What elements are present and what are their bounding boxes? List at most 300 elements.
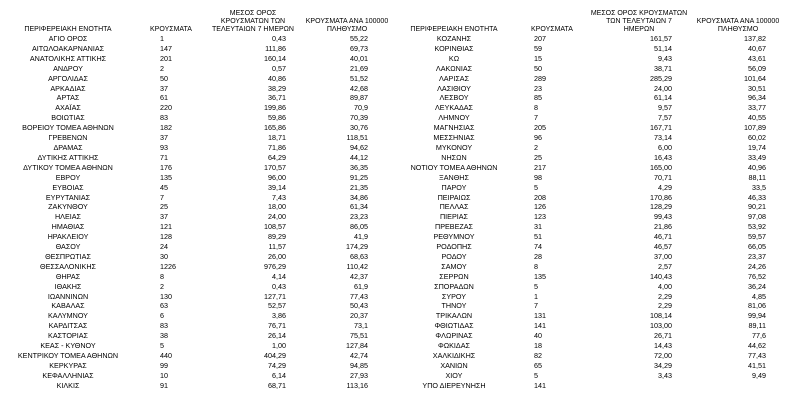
regional-unit-cell: ΧΙΟΥ xyxy=(445,370,463,380)
cases-cell: 8 xyxy=(534,103,538,113)
regional-unit-cell: ΑΡΤΑΣ xyxy=(56,93,80,103)
per-100k-cell: 77,43 xyxy=(748,351,766,360)
per-100k-cell: 94,62 xyxy=(350,142,368,152)
avg-7day-cell: 160,14 xyxy=(264,53,286,63)
cases-cell: 37 xyxy=(160,212,168,222)
regional-unit-cell: ΝΗΣΩΝ xyxy=(441,152,467,162)
cases-cell: 24 xyxy=(160,242,168,252)
table-row xyxy=(394,163,788,173)
per-100k-cell: 23,23 xyxy=(350,212,368,222)
table-row xyxy=(0,341,394,351)
regional-unit-cell: ΛΗΜΝΟΥ xyxy=(438,113,470,123)
per-100k-cell: 76,52 xyxy=(748,271,766,281)
cases-cell: 7 xyxy=(160,192,164,202)
per-100k-cell: 21,69 xyxy=(350,63,368,73)
per-100k-cell: 30,76 xyxy=(350,123,368,133)
cases-cell: 289 xyxy=(534,73,546,83)
per-100k-cell: 77,6 xyxy=(752,331,766,341)
per-100k-cell: 70,39 xyxy=(350,113,368,123)
regional-unit-cell: ΚΕΝΤΡΙΚΟΥ ΤΟΜΕΑ ΑΘΗΝΩΝ xyxy=(17,351,119,360)
cases-cell: 123 xyxy=(534,212,546,222)
regional-unit-cell: ΙΘΑΚΗΣ xyxy=(54,281,82,291)
table-row xyxy=(0,282,394,292)
per-100k-cell: 40,01 xyxy=(350,53,368,63)
per-100k-cell: 53,92 xyxy=(748,222,766,232)
regional-unit-cell: ΚΕΑΣ - ΚΥΘΝΟΥ xyxy=(40,341,96,351)
avg-7day-cell: 46,57 xyxy=(654,242,672,252)
right-cases-table xyxy=(394,2,788,391)
per-100k-cell: 33,5 xyxy=(752,182,766,192)
table-row xyxy=(0,64,394,74)
per-100k-cell: 59,57 xyxy=(748,232,766,242)
avg-7day-cell: 24,00 xyxy=(654,83,672,93)
cases-cell: 1 xyxy=(534,291,538,301)
avg-7day-cell: 24,00 xyxy=(268,212,286,222)
cases-cell: 30 xyxy=(160,251,168,261)
avg-7day-cell: 2,29 xyxy=(658,291,672,301)
avg-7day-cell: 21,86 xyxy=(654,222,672,232)
regional-unit-cell: ΡΟΔΟΠΗΣ xyxy=(436,242,472,252)
left-cases-table xyxy=(0,2,394,391)
table-row xyxy=(0,54,394,64)
cases-cell: 2 xyxy=(160,281,164,291)
regional-unit-cell: ΑΝΔΡΟΥ xyxy=(53,63,83,73)
avg-7day-cell: 59,86 xyxy=(268,113,286,123)
cases-cell: 96 xyxy=(534,133,542,143)
regional-unit-cell: ΛΑΚΩΝΙΑΣ xyxy=(435,63,473,73)
cases-cell: 82 xyxy=(534,351,542,360)
regional-unit-cell: ΣΕΡΡΩΝ xyxy=(439,271,469,281)
avg-7day-cell: 51,14 xyxy=(654,43,672,53)
per-100k-cell: 41,9 xyxy=(354,232,368,242)
per-100k-cell: 19,74 xyxy=(748,142,766,152)
regional-unit-cell: ΞΑΝΘΗΣ xyxy=(439,172,469,182)
regional-unit-cell: ΜΑΓΝΗΣΙΑΣ xyxy=(433,123,475,133)
per-100k-cell: 41,51 xyxy=(748,360,766,370)
table-row xyxy=(0,183,394,193)
table-row xyxy=(394,252,788,262)
table-row xyxy=(394,311,788,321)
table-row xyxy=(394,44,788,54)
avg-7day-cell: 4,00 xyxy=(658,281,672,291)
per-100k-cell: 33,49 xyxy=(748,152,766,162)
table-row xyxy=(394,103,788,113)
cases-cell: 25 xyxy=(160,202,168,212)
cases-cell: 5 xyxy=(534,182,538,192)
regional-unit-cell: ΚΑΡΔΙΤΣΑΣ xyxy=(48,321,88,331)
avg-7day-cell: 38,71 xyxy=(654,63,672,73)
per-100k-cell: 81,06 xyxy=(748,301,766,311)
per-100k-cell: 89,11 xyxy=(748,321,766,331)
cases-cell: 141 xyxy=(534,321,546,331)
per-100k-cell: 66,05 xyxy=(748,242,766,252)
per-100k-cell: 61,34 xyxy=(350,202,368,212)
table-row xyxy=(0,44,394,54)
table-row xyxy=(394,34,788,44)
regional-unit-cell: ΗΜΑΘΙΑΣ xyxy=(51,222,85,232)
regional-unit-cell: ΙΩΑΝΝΙΝΩΝ xyxy=(47,291,89,301)
per-100k-cell: 86,05 xyxy=(350,222,368,232)
regional-unit-cell: ΘΕΣΠΡΩΤΙΑΣ xyxy=(45,251,91,261)
avg-7day-cell: 3,43 xyxy=(658,370,672,380)
per-100k-cell: 56,09 xyxy=(748,63,766,73)
table-row xyxy=(0,252,394,262)
cases-cell: 2 xyxy=(534,142,538,152)
cases-cell: 98 xyxy=(534,172,542,182)
table-row xyxy=(0,212,394,222)
table-row xyxy=(394,321,788,331)
cases-cell: 131 xyxy=(534,311,546,321)
cases-cell: 83 xyxy=(160,321,168,331)
per-100k-cell: 50,43 xyxy=(350,301,368,311)
cases-cell: 28 xyxy=(534,251,542,261)
avg-7day-cell: 1,00 xyxy=(272,341,286,351)
header-cases-per-100k: ΚΡΟΥΣΜΑΤΑ ΑΝΑ 100000 ΠΛΗΘΥΣΜΟ xyxy=(305,18,389,33)
cases-cell: 440 xyxy=(160,351,172,360)
table-row xyxy=(394,242,788,252)
avg-7day-cell: 285,29 xyxy=(650,73,672,83)
avg-7day-cell: 73,14 xyxy=(654,133,672,143)
avg-7day-cell: 165,00 xyxy=(650,162,672,172)
table-row xyxy=(0,272,394,282)
cases-cell: 176 xyxy=(160,162,172,172)
table-row xyxy=(394,232,788,242)
per-100k-cell: 21,35 xyxy=(350,182,368,192)
header-cases: ΚΡΟΥΣΜΑΤΑ xyxy=(150,26,192,33)
avg-7day-cell: 4,14 xyxy=(272,271,286,281)
regional-unit-cell: ΡΟΔΟΥ xyxy=(441,251,467,261)
per-100k-cell: 36,35 xyxy=(350,162,368,172)
avg-7day-cell: 46,71 xyxy=(654,232,672,242)
regional-unit-cell: ΠΙΕΡΙΑΣ xyxy=(439,212,468,222)
avg-7day-cell: 7,57 xyxy=(658,113,672,123)
avg-7day-cell: 4,29 xyxy=(658,182,672,192)
table-row xyxy=(394,212,788,222)
avg-7day-cell: 74,29 xyxy=(268,360,286,370)
avg-7day-cell: 18,71 xyxy=(268,133,286,143)
avg-7day-cell: 167,71 xyxy=(650,123,672,133)
cases-cell: 126 xyxy=(534,202,546,212)
regional-unit-cell: ΣΑΜΟΥ xyxy=(441,261,467,271)
cases-cell: 65 xyxy=(534,360,542,370)
avg-7day-cell xyxy=(590,381,688,391)
avg-7day-cell: 9,57 xyxy=(658,103,672,113)
cases-cell: 220 xyxy=(160,103,172,113)
per-100k-cell: 137,82 xyxy=(744,34,766,43)
right-header-row xyxy=(394,2,788,34)
cases-cell: 1 xyxy=(160,34,164,43)
table-row xyxy=(394,282,788,292)
avg-7day-cell: 39,14 xyxy=(268,182,286,192)
table-row xyxy=(0,361,394,371)
avg-7day-cell: 108,14 xyxy=(650,311,672,321)
table-row xyxy=(0,34,394,44)
table-row xyxy=(394,93,788,103)
cases-cell: 182 xyxy=(160,123,172,133)
right-table-body xyxy=(394,34,788,391)
avg-7day-cell: 6,14 xyxy=(272,370,286,380)
avg-7day-cell: 40,86 xyxy=(268,73,286,83)
per-100k-cell: 43,61 xyxy=(748,53,766,63)
avg-7day-cell: 61,14 xyxy=(654,93,672,103)
regional-unit-cell: ΕΥΒΟΙΑΣ xyxy=(52,182,84,192)
table-row xyxy=(394,341,788,351)
per-100k-cell: 44,62 xyxy=(748,341,766,351)
regional-unit-cell: ΦΛΩΡΙΝΑΣ xyxy=(435,331,473,341)
cases-cell: 8 xyxy=(534,261,538,271)
cases-cell: 18 xyxy=(534,341,542,351)
per-100k-cell: 110,42 xyxy=(346,261,368,271)
avg-7day-cell: 7,43 xyxy=(272,192,286,202)
avg-7day-cell: 2,29 xyxy=(658,301,672,311)
regional-unit-cell: ΠΕΛΛΑΣ xyxy=(439,202,469,212)
avg-7day-cell: 161,57 xyxy=(650,34,672,43)
cases-cell: 63 xyxy=(160,301,168,311)
header-7day-average: ΜΕΣΟΣ ΟΡΟΣ ΚΡΟΥΣΜΑΤΩΝ ΤΩΝ ΤΕΛΕΥΤΑΙΩΝ 7 ΗΜΕΡΩΝ xyxy=(212,10,294,33)
left-header-row xyxy=(0,2,394,34)
per-100k-cell: 96,34 xyxy=(748,93,766,103)
left-table-body xyxy=(0,34,394,391)
avg-7day-cell: 76,71 xyxy=(268,321,286,331)
regional-unit-cell: ΘΑΣΟΥ xyxy=(55,242,81,252)
per-100k-cell: 88,11 xyxy=(748,172,766,182)
table-row xyxy=(394,331,788,341)
cases-cell: 147 xyxy=(160,43,172,53)
per-100k-cell: 77,43 xyxy=(350,291,368,301)
avg-7day-cell: 0,43 xyxy=(272,281,286,291)
per-100k-cell: 23,37 xyxy=(748,251,766,261)
table-row xyxy=(0,173,394,183)
table-row xyxy=(0,351,394,361)
table-row xyxy=(394,292,788,302)
regional-unit-cell: ΦΘΙΩΤΙΔΑΣ xyxy=(434,321,474,331)
table-row xyxy=(0,311,394,321)
cases-cell: 37 xyxy=(160,133,168,143)
regional-unit-cell: ΗΡΑΚΛΕΙΟΥ xyxy=(47,232,89,242)
cases-cell: 217 xyxy=(534,162,546,172)
per-100k-cell: 90,21 xyxy=(748,202,766,212)
regional-unit-cell: ΛΕΥΚΑΔΑΣ xyxy=(434,103,473,113)
per-100k-cell: 70,9 xyxy=(354,103,368,113)
cases-cell: 91 xyxy=(160,380,168,390)
table-row xyxy=(394,202,788,212)
cases-cell: 61 xyxy=(160,93,168,103)
table-row xyxy=(0,74,394,84)
avg-7day-cell: 3,86 xyxy=(272,311,286,321)
table-row xyxy=(394,153,788,163)
regional-unit-cell: ΒΟΡΕΙΟΥ ΤΟΜΕΑ ΑΘΗΝΩΝ xyxy=(22,123,114,133)
table-row xyxy=(394,371,788,381)
per-100k-cell: 113,16 xyxy=(346,380,368,390)
avg-7day-cell: 26,71 xyxy=(654,331,672,341)
regional-unit-cell: ΘΗΡΑΣ xyxy=(55,271,81,281)
regional-unit-cell: ΘΕΣΣΑΛΟΝΙΚΗΣ xyxy=(40,261,96,271)
avg-7day-cell: 68,71 xyxy=(268,380,286,390)
avg-7day-cell: 2,57 xyxy=(658,261,672,271)
table-row xyxy=(394,64,788,74)
avg-7day-cell: 26,00 xyxy=(268,251,286,261)
cases-cell: 130 xyxy=(160,291,172,301)
avg-7day-cell: 0,57 xyxy=(272,63,286,73)
per-100k-cell: 40,67 xyxy=(748,43,766,53)
table-row xyxy=(394,262,788,272)
avg-7day-cell: 170,57 xyxy=(264,162,286,172)
regional-unit-cell: ΠΕΙΡΑΙΩΣ xyxy=(437,192,471,202)
per-100k-cell: 40,55 xyxy=(748,113,766,123)
cases-cell: 31 xyxy=(534,222,542,232)
cases-cell: 121 xyxy=(160,222,172,232)
cases-cell: 99 xyxy=(160,360,168,370)
per-100k-cell: 33,77 xyxy=(748,103,766,113)
table-row xyxy=(0,222,394,232)
per-100k-cell: 44,12 xyxy=(350,152,368,162)
table-row xyxy=(0,123,394,133)
cases-cell: 23 xyxy=(534,83,542,93)
cases-cell: 5 xyxy=(160,341,164,351)
regional-unit-cell: ΧΑΛΚΙΔΙΚΗΣ xyxy=(432,351,476,360)
cases-cell: 85 xyxy=(534,93,542,103)
per-100k-cell: 27,93 xyxy=(350,370,368,380)
regional-unit-cell: ΕΥΡΥΤΑΝΙΑΣ xyxy=(45,192,91,202)
cases-cell: 40 xyxy=(534,331,542,341)
table-row xyxy=(0,321,394,331)
header-regional-unit: ΠΕΡΙΦΕΡΕΙΑΚΗ ΕΝΟΤΗΤΑ xyxy=(24,26,112,33)
cases-cell: 93 xyxy=(160,142,168,152)
regional-unit-cell: ΑΡΓΟΛΙΔΑΣ xyxy=(48,73,88,83)
table-row xyxy=(394,361,788,371)
per-100k-cell: 36,24 xyxy=(748,281,766,291)
per-100k-cell: 42,68 xyxy=(350,83,368,93)
table-row xyxy=(0,84,394,94)
regional-unit-cell: ΗΛΕΙΑΣ xyxy=(54,212,82,222)
avg-7day-cell: 64,29 xyxy=(268,152,286,162)
table-row xyxy=(0,371,394,381)
avg-7day-cell: 0,43 xyxy=(272,34,286,43)
avg-7day-cell: 72,00 xyxy=(654,351,672,360)
per-100k-cell xyxy=(688,381,788,391)
regional-unit-cell: ΠΡΕΒΕΖΑΣ xyxy=(435,222,473,232)
avg-7day-cell: 199,86 xyxy=(264,103,286,113)
cases-cell: 25 xyxy=(534,152,542,162)
cases-cell: 37 xyxy=(160,83,168,93)
per-100k-cell: 89,87 xyxy=(350,93,368,103)
table-row xyxy=(394,381,788,391)
table-row xyxy=(0,242,394,252)
table-row xyxy=(0,381,394,391)
regional-unit-cell: ΚΟΖΑΝΗΣ xyxy=(436,34,472,43)
regional-unit-cell: ΥΠΟ ΔΙΕΡΕΥΝΗΣΗ xyxy=(422,380,486,390)
regional-unit-cell: ΔΥΤΙΚΗΣ ΑΤΤΙΚΗΣ xyxy=(37,152,99,162)
table-row xyxy=(394,113,788,123)
avg-7day-cell: 18,00 xyxy=(268,202,286,212)
table-row xyxy=(0,331,394,341)
per-100k-cell: 42,37 xyxy=(350,271,368,281)
avg-7day-cell: 71,86 xyxy=(268,142,286,152)
per-100k-cell: 20,37 xyxy=(350,311,368,321)
per-100k-cell: 24,26 xyxy=(748,261,766,271)
header-7day-average: ΜΕΣΟΣ ΟΡΟΣ ΚΡΟΥΣΜΑΤΩΝ ΤΩΝ ΤΕΛΕΥΤΑΙΩΝ 7 ΗΜΕΡΩΝ xyxy=(590,10,688,33)
cases-cell: 135 xyxy=(534,271,546,281)
per-100k-cell: 73,1 xyxy=(354,321,368,331)
avg-7day-cell: 9,43 xyxy=(658,53,672,63)
regional-unit-cell: ΧΑΝΙΩΝ xyxy=(440,360,468,370)
header-cases-per-100k: ΚΡΟΥΣΜΑΤΑ ΑΝΑ 100000 ΠΛΗΘΥΣΜΟ xyxy=(696,18,780,33)
per-100k-cell: 107,89 xyxy=(744,123,766,133)
regional-unit-cell: ΠΑΡΟΥ xyxy=(441,182,467,192)
table-row xyxy=(394,351,788,361)
avg-7day-cell: 165,86 xyxy=(264,123,286,133)
per-100k-cell: 46,33 xyxy=(748,192,766,202)
table-row xyxy=(394,123,788,133)
cases-cell: 45 xyxy=(160,182,168,192)
avg-7day-cell: 38,29 xyxy=(268,83,286,93)
cases-cell: 5 xyxy=(534,281,538,291)
cases-cell: 59 xyxy=(534,43,542,53)
regional-unit-cell: ΕΒΡΟΥ xyxy=(55,172,81,182)
regional-unit-cell: ΜΕΣΣΗΝΙΑΣ xyxy=(433,133,475,143)
table-row xyxy=(0,292,394,302)
regional-unit-cell: ΣΠΟΡΑΔΩΝ xyxy=(434,281,474,291)
table-row xyxy=(0,133,394,143)
cases-cell: 10 xyxy=(160,370,168,380)
regional-unit-cell: ΝΟΤΙΟΥ ΤΟΜΕΑ ΑΘΗΝΩΝ xyxy=(410,162,498,172)
regional-unit-cell: ΛΕΣΒΟΥ xyxy=(439,93,469,103)
cases-cell: 51 xyxy=(534,232,542,242)
avg-7day-cell: 103,00 xyxy=(650,321,672,331)
cases-cell: 38 xyxy=(160,331,168,341)
table-row xyxy=(0,163,394,173)
avg-7day-cell: 404,29 xyxy=(264,351,286,360)
per-100k-cell: 55,22 xyxy=(350,34,368,43)
avg-7day-cell: 170,86 xyxy=(650,192,672,202)
avg-7day-cell: 111,86 xyxy=(265,43,286,53)
per-100k-cell: 69,73 xyxy=(350,43,368,53)
table-row xyxy=(0,301,394,311)
regional-unit-cell: ΑΙΤΩΛΟΑΚΑΡΝΑΝΙΑΣ xyxy=(31,43,105,53)
avg-7day-cell: 6,00 xyxy=(658,142,672,152)
regional-unit-cell: ΜΥΚΟΝΟΥ xyxy=(435,142,473,152)
avg-7day-cell: 127,71 xyxy=(264,291,286,301)
table-row xyxy=(394,183,788,193)
regional-unit-cell: ΛΑΡΙΣΑΣ xyxy=(438,73,470,83)
regional-unit-cell: ΡΕΘΥΜΝΟΥ xyxy=(433,232,475,242)
cases-cell: 74 xyxy=(534,242,542,252)
per-100k-cell: 51,52 xyxy=(350,73,368,83)
regional-unit-cell: ΣΥΡΟΥ xyxy=(441,291,467,301)
regional-unit-cell: ΦΩΚΙΔΑΣ xyxy=(438,341,470,351)
regional-unit-cell: ΚΕΦΑΛΛΗΝΙΑΣ xyxy=(42,370,94,380)
avg-7day-cell: 14,43 xyxy=(654,341,672,351)
cases-cell: 207 xyxy=(534,34,546,43)
avg-7day-cell: 36,71 xyxy=(268,93,286,103)
avg-7day-cell: 70,71 xyxy=(654,172,672,182)
table-row xyxy=(394,193,788,203)
avg-7day-cell: 11,57 xyxy=(268,242,286,252)
cases-cell: 7 xyxy=(534,113,538,123)
per-100k-cell: 101,64 xyxy=(744,73,766,83)
avg-7day-cell: 108,57 xyxy=(264,222,286,232)
regional-unit-cell: ΒΟΙΩΤΙΑΣ xyxy=(51,113,85,123)
avg-7day-cell: 26,14 xyxy=(268,331,286,341)
per-100k-cell: 4,85 xyxy=(752,291,766,301)
cases-cell: 6 xyxy=(160,311,164,321)
per-100k-cell: 94,85 xyxy=(350,360,368,370)
avg-7day-cell: 37,00 xyxy=(654,251,672,261)
cases-cell: 201 xyxy=(160,53,172,63)
table-row xyxy=(394,272,788,282)
avg-7day-cell: 52,57 xyxy=(268,301,286,311)
table-row xyxy=(0,202,394,212)
